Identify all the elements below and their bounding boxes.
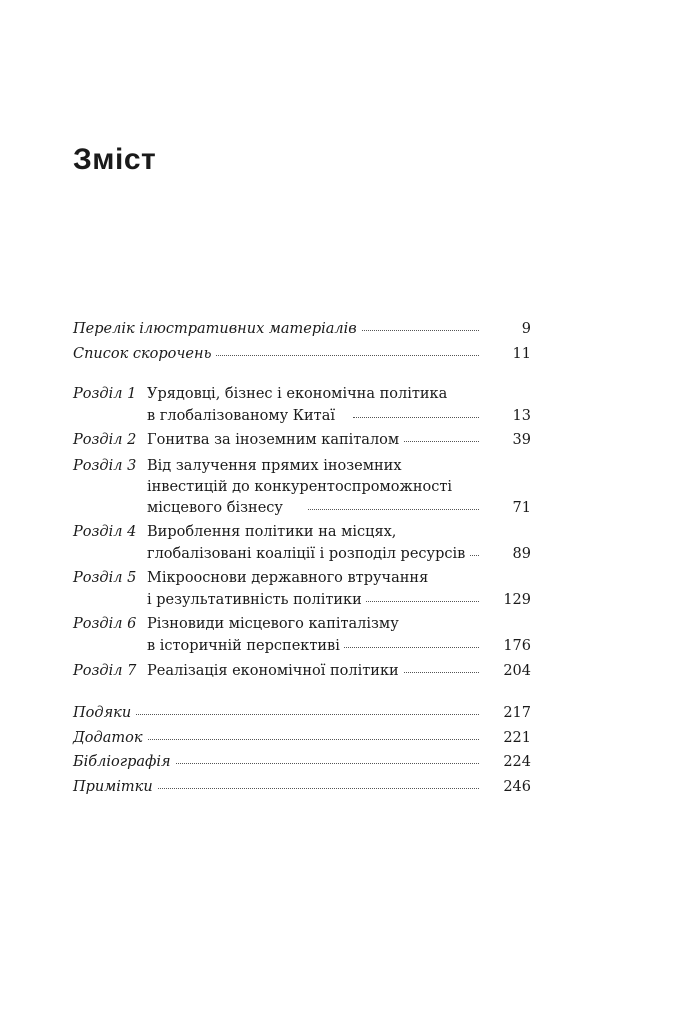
entry-title: Список скорочень [73, 344, 215, 364]
dot-leader [148, 788, 479, 789]
page-number: 71 [512, 500, 531, 516]
table-of-contents [73, 0, 535, 1024]
dot-leader [128, 714, 479, 715]
toc-chapter-5-last-line[interactable] [73, 590, 535, 610]
chapter-title-line: в глобалізованому Китаї [147, 406, 339, 426]
dot-leader [203, 355, 479, 356]
page-number: 39 [512, 432, 531, 448]
dot-leader [138, 739, 479, 740]
toc-chapter-4-last-line[interactable] [73, 544, 535, 564]
toc-entry-illustrations[interactable] [73, 319, 535, 339]
dot-leader [363, 601, 479, 602]
chapter-title-line: інвестицій до конкурентоспроможності [147, 477, 456, 497]
chapter-label: Розділ 7 [73, 663, 137, 679]
page-number: 13 [512, 408, 531, 424]
chapter-label: Розділ 1 [73, 386, 137, 402]
page-number: 11 [512, 346, 531, 362]
toc-entry-bibliography[interactable] [73, 752, 535, 772]
page-number: 204 [503, 663, 531, 679]
toc-chapter-2[interactable] [73, 430, 535, 450]
dot-leader [338, 647, 479, 648]
toc-entry-appendix[interactable] [73, 728, 535, 748]
chapter-title-line: в історичній перспективі [147, 636, 344, 656]
chapter-title-line: Реалізація економічної політики [147, 661, 403, 681]
page-number: 89 [512, 546, 531, 562]
chapter-title-line: Гонитва за іноземним капіталом [147, 430, 403, 450]
page-number: 217 [503, 705, 531, 721]
page-title: Зміст [73, 143, 157, 176]
toc-chapter-1[interactable] [73, 384, 535, 404]
chapter-title-line: Урядовці, бізнес і економічна політика [147, 384, 451, 404]
chapter-label: Розділ 5 [73, 570, 137, 586]
chapter-title-line: Вироблення політики на місцях, [147, 522, 400, 542]
entry-title: Перелік ілюстративних матеріалів [73, 319, 361, 339]
page-number: 129 [503, 592, 531, 608]
toc-chapter-4[interactable] [73, 522, 535, 542]
toc-entry-abbreviations[interactable] [73, 344, 535, 364]
entry-title: Додаток [73, 728, 147, 748]
chapter-title-line: і результативність політики [147, 590, 366, 610]
toc-chapter-1-last-line[interactable] [73, 406, 535, 426]
toc-entry-acknowledgements[interactable] [73, 703, 535, 723]
toc-chapter-7[interactable] [73, 661, 535, 681]
chapter-title-line: Від залучення прямих іноземних [147, 456, 406, 476]
entry-title: Примітки [73, 777, 157, 797]
dot-leader [398, 672, 479, 673]
page-number: 9 [521, 321, 531, 337]
dot-leader [163, 763, 479, 764]
chapter-title-line: місцевого бізнесу [147, 498, 287, 518]
entry-title: Подяки [73, 703, 135, 723]
chapter-label: Розділ 3 [73, 458, 137, 474]
toc-chapter-3-line-2[interactable] [73, 477, 535, 497]
chapter-label: Розділ 2 [73, 432, 137, 448]
chapter-label: Розділ 4 [73, 524, 137, 540]
page-number: 224 [503, 754, 531, 770]
chapter-title-line: Мікрооснови державного втручання [147, 568, 432, 588]
chapter-title-line: глобалізовані коаліції і розподіл ресурсів [147, 544, 469, 564]
dot-leader [353, 417, 479, 418]
chapter-label: Розділ 6 [73, 616, 137, 632]
toc-chapter-3-last-line[interactable] [73, 498, 535, 518]
page-number: 221 [503, 730, 531, 746]
toc-chapter-6[interactable] [73, 614, 535, 634]
page-number: 246 [503, 779, 531, 795]
page-number: 176 [503, 638, 531, 654]
toc-chapter-3[interactable] [73, 456, 535, 476]
toc-entry-notes[interactable] [73, 777, 535, 797]
toc-chapter-5[interactable] [73, 568, 535, 588]
entry-title: Бібліографія [73, 752, 175, 772]
toc-chapter-6-last-line[interactable] [73, 636, 535, 656]
chapter-title-line: Різновиди місцевого капіталізму [147, 614, 403, 634]
dot-leader [308, 509, 479, 510]
